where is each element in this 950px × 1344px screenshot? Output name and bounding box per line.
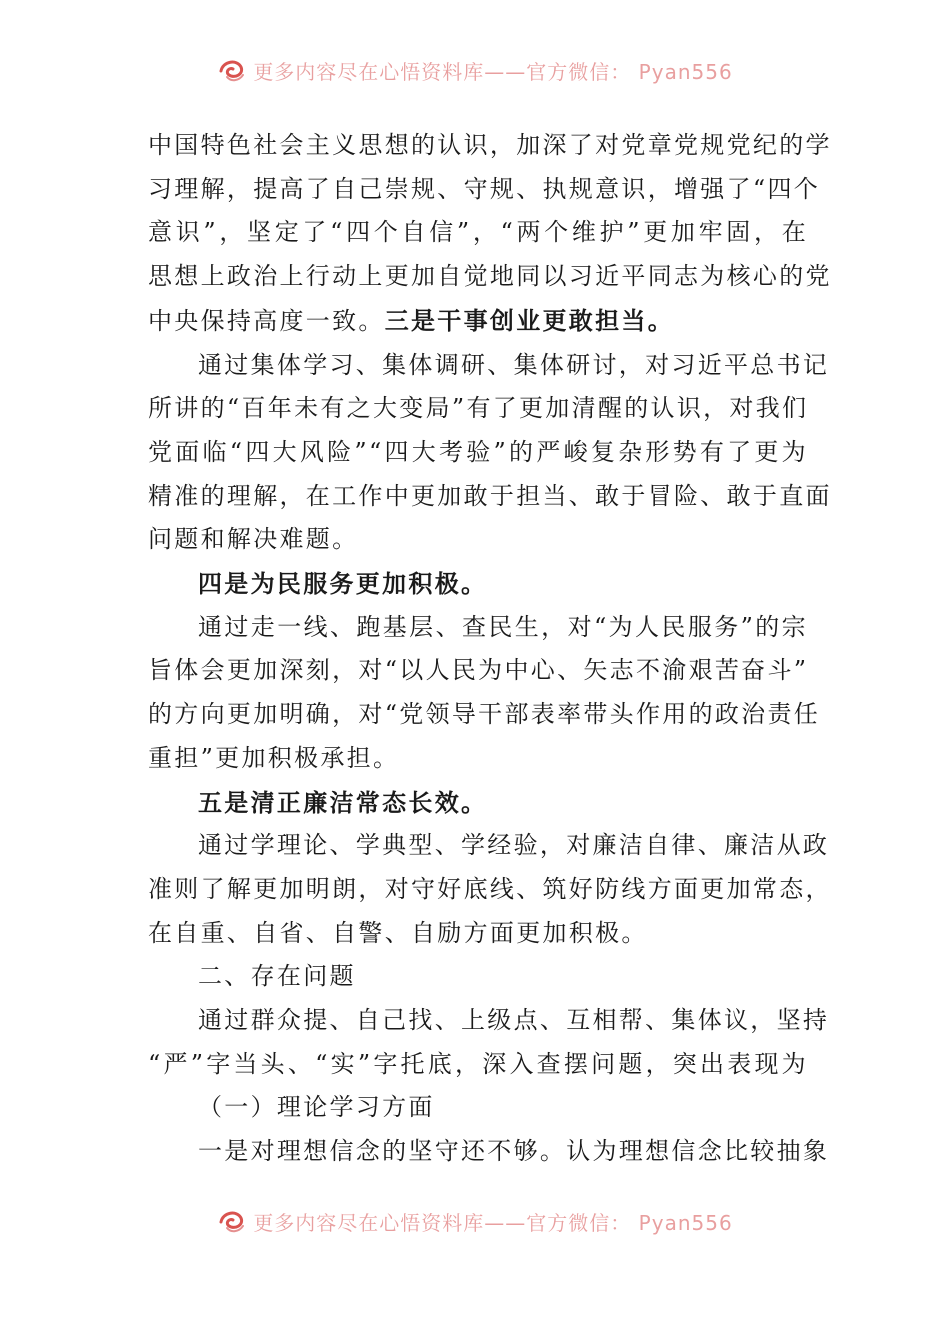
section-heading-3: 三是干事创业更敢担当。 [384,305,675,335]
text-line: 重担”更加积极承担。 [148,743,400,772]
text-line: 党面临“四大风险”“四大考验”的严峻复杂形势有了更为 [148,437,808,466]
text-line: 通过集体学习、集体调研、集体研讨，对习近平总书记 [198,350,830,379]
text-line: 所讲的“百年未有之大变局”有了更加清醒的认识，对我们 [148,394,809,423]
text-line: 问题和解决难题。 [148,525,359,554]
text-line: 精准的理解，在工作中更加敢于担当、敢于冒险、敢于直面 [148,481,832,510]
text-line: 通过走一线、跑基层、查民生，对“为人民服务”的宗 [198,612,808,641]
text-line: 中国特色社会主义思想的认识，加深了对党章党规党纪的学 [148,131,832,159]
chapter-heading: 二、存在问题 [198,962,356,991]
text-line: 通过群众提、自己找、上级点、互相帮、集体议，坚持 [198,1006,830,1035]
footer-watermark [0,1206,950,1236]
document-body [148,124,832,1174]
text-line: 一是对理想信念的坚守还不够。认为理想信念比较抽象 [198,1137,830,1166]
text-line: 习理解，提高了自己崇规、守规、执规意识，增强了“四个 [148,174,821,203]
text-line: 意识”，坚定了“四个自信”，“两个维护”更加牢固，在 [148,218,808,247]
swirl-logo-icon [217,57,247,83]
text-line: 中央保持高度一致。三是干事创业更敢担当。 [148,305,675,335]
text-line: 准则了解更加明朗，对守好底线、筑好防线方面更加常态， [148,874,832,903]
watermark-text: 更多内容尽在心悟资料库——官方微信： Pyan556 [253,1210,733,1235]
text-line: 旨体会更加深刻，对“以人民为中心、矢志不渝艰苦奋斗” [148,656,809,685]
swirl-logo-icon [217,1208,247,1234]
text-line: 通过学理论、学典型、学经验，对廉洁自律、廉洁从政 [198,831,830,860]
text-line: “严”字当头、“实”字托底，深入查摆问题，突出表现为 [148,1049,808,1078]
text-line: 在自重、自省、自警、自励方面更加积极。 [148,918,648,947]
header-watermark [0,55,950,85]
section-heading-5: 五是清正廉洁常态长效。 [198,787,488,817]
text-line: 思想上政治上行动上更加自觉地同以习近平同志为核心的党 [148,262,832,291]
section-heading-4: 四是为民服务更加积极。 [198,569,488,599]
watermark-text: 更多内容尽在心悟资料库——官方微信： Pyan556 [253,59,733,84]
text-line: 的方向更加明确，对“党领导干部表率带头作用的政治责任 [148,700,821,729]
subsection-heading: （一）理论学习方面 [198,1093,435,1122]
